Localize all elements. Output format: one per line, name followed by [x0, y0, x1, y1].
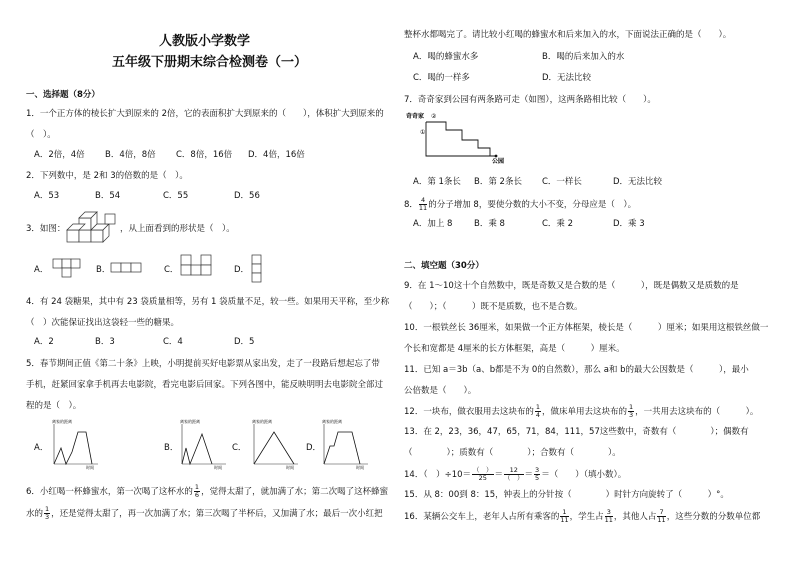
q5-option-c-graph: [248, 418, 302, 470]
q1-option-c: C．8倍，16倍: [176, 150, 233, 160]
q8-line1: 8． $\frac{4}{11}$ 的分子增加 8，要使分数的大小不变，分母应是（ ）。: [404, 196, 637, 212]
q9-line1: 9．在 1～10这十个自然数中，既是奇数又是合数的是（ ），既是偶数又是质数的是: [404, 281, 739, 291]
q3-cube-figure: [63, 210, 119, 244]
q16-fraction-a: $\frac{1}{11}$: [560, 508, 569, 524]
q3-line1-start: 3．如图：: [26, 224, 66, 234]
q10-line2: 个长和宽都是 4厘米的长方体框架，高是（ ）厘米。: [404, 344, 625, 354]
q3-option-d-shape: [251, 254, 263, 284]
q8-option-a: A．加上 8: [413, 219, 453, 229]
q11-line2: 公倍数是（ ）。: [404, 386, 477, 396]
page-title-line1: 人教版小学数学: [159, 34, 251, 49]
svg-text:时间: 时间: [86, 465, 94, 470]
q15-line1: 15．从 8：00到 8：15，钟表上的分针按（ ）时针方向旋转了（ ）°。: [404, 490, 729, 500]
q12-line1: 12．一块布，做衣服用去这块布的 $\frac{1}{4}$ ，做床单用去这块布的 $\frac{1}{3}$ ，一共用去这块布的（ ）。: [404, 403, 759, 419]
q6-fraction-one-sixth: $\frac{1}{6}$: [194, 483, 200, 499]
q8-option-d: D．乘 3: [613, 219, 645, 229]
q16-line1: 16．某辆公交车上，老年人占所有乘客的 $\frac{1}{11}$ ，学生占 $\frac{3}{11}$ ，其他人占 $\frac{7}{11}$ ，这些分数的分数单位都: [404, 508, 761, 524]
q4-option-b: B．3: [95, 337, 115, 347]
q11-line1: 11．已知 a＝3b（a、b都是不为 0的自然数），那么 a和 b的最大公因数是（ ），最小: [404, 365, 749, 375]
q4-option-c: C．4: [163, 337, 183, 347]
q3-line1-end: ，从上面看到的形状是（ ）。: [120, 224, 235, 234]
q7-route-diagram: [404, 110, 514, 168]
q7-option-c: C．一样长: [542, 177, 582, 187]
q9-line2: （ ）；（ ）既不是质数，也不是合数。: [404, 302, 583, 312]
q1-option-b: B．4倍，8倍: [105, 150, 156, 160]
q5-line3: 程的是（ ）。: [26, 401, 82, 411]
q2-option-a: A．53: [34, 191, 60, 201]
q1-option-a: A．2倍，4倍: [34, 150, 85, 160]
q6-line3: 整杯水都喝完了。请比较小红喝的蜂蜜水和后来加入的水，下面说法正确的是（ ）。: [404, 30, 732, 40]
q4-line1: 4．有 24 袋糖果，其中有 23 袋质量相等，另有 1 袋质量不足，较一些。如果用天平称，至少称: [26, 297, 390, 307]
q14-fraction-b: $\frac{12}{( )}$: [504, 466, 524, 482]
section-heading-fill: 二、填空题（30分）: [404, 261, 484, 271]
q1-option-d: D．4倍，16倍: [248, 150, 305, 160]
q16-fraction-b: $\frac{3}{11}$: [604, 508, 613, 524]
q16-fraction-c: $\frac{7}{11}$: [657, 508, 666, 524]
svg-text:离家的距离: 离家的距离: [52, 419, 72, 424]
q8-option-b: B．乘 8: [474, 219, 505, 229]
q7-line1: 7．奇奇家到公园有两条路可走（如图），这两条路相比较（ ）。: [404, 95, 656, 105]
svg-text:①: ①: [420, 129, 426, 136]
q3-option-a-shape: [52, 258, 84, 276]
svg-text:时间: 时间: [214, 465, 222, 470]
q5-option-a: A．: [34, 443, 49, 453]
q14-fraction-a: $\frac{( )}{25}$: [473, 466, 493, 482]
q6-option-b: B．喝的后来加入的水: [542, 52, 625, 62]
q2-option-b: B．54: [95, 191, 121, 201]
q5-option-d: D．: [306, 443, 322, 453]
q4-option-d: D．5: [234, 337, 255, 347]
q8-option-c: C．乘 2: [542, 219, 574, 229]
svg-text:离家的距离: 离家的距离: [252, 419, 272, 424]
q6-line1: 6．小红喝一杯蜂蜜水，第一次喝了这杯水的 $\frac{1}{6}$ ，觉得太甜了，就加满了水；第二次喝了这杯蜂蜜: [26, 483, 389, 499]
q5-option-b-graph: [176, 418, 230, 470]
q2-line1: 2．下列数中，是 2和 3的倍数的是（ ）。: [26, 171, 188, 181]
q3-option-b-shape: [110, 262, 144, 274]
q2-option-c: C．55: [163, 191, 189, 201]
q2-option-d: D．56: [234, 191, 260, 201]
svg-text:②: ②: [431, 113, 437, 120]
q8-fraction-four-elevenths: $\frac{4}{11}$: [418, 196, 428, 212]
q7-option-d: D．无法比较: [613, 177, 663, 187]
q1-line1: 1．一个正方体的棱长扩大到原来的 2倍，它的表面积扩大到原来的（ ），体积扩大到原来的: [26, 109, 384, 119]
q6-option-d: D．无法比较: [542, 73, 592, 83]
q14-line1: 14．（ ）÷10＝ $\frac{( )}{25}$ ＝ $\frac{12}{( )}$ ＝ $\frac{3}{5}$ ＝（ ）（填小数）。: [404, 466, 627, 482]
q1-line2: （ ）。: [26, 130, 56, 140]
q6-line2: 水的 $\frac{1}{3}$ ，还是觉得太甜了，再一次加满了水；第三次喝了半杯后，又加满了水；最后一次小红把: [26, 505, 383, 521]
q3-option-c: C．: [164, 265, 179, 275]
svg-text:离家的距离: 离家的距离: [322, 419, 342, 424]
q5-option-d-graph: [318, 418, 372, 470]
section-heading-choice: 一、选择题（8分）: [26, 90, 100, 100]
q5-option-b: B．: [164, 443, 179, 453]
q7-option-b: B．第 2条长: [474, 177, 522, 187]
q3-option-c-shape: [180, 254, 214, 278]
svg-text:公园: 公园: [492, 158, 505, 165]
q6-option-a: A．喝的蜂蜜水多: [413, 52, 479, 62]
svg-text:离家的距离: 离家的距离: [180, 419, 200, 424]
q5-line2: 手机，赶紧回家拿手机再去电影院，看完电影后回家。下列各图中，能反映明明去电影院全部过: [26, 380, 384, 390]
q13-line1: 13．在 2，23，36，47，65，71，84，111，57这些数中，奇数有（ ）；偶数有: [404, 427, 749, 437]
q13-line2: （ ）；质数有（ ）；合数有（ ）。: [404, 448, 621, 458]
q4-line2: （ ）次能保证找出这袋轻一些的糖果。: [26, 318, 180, 328]
svg-text:时间: 时间: [356, 465, 364, 470]
q3-option-d: D．: [234, 265, 250, 275]
page-title-line2: 五年级下册期末综合检测卷（一）: [112, 55, 308, 70]
q4-option-a: A．2: [34, 337, 54, 347]
q12-fraction-a: $\frac{1}{4}$: [535, 403, 540, 419]
q5-line1: 5．春节期间正值《第二十条》上映，小明提前买好电影票从家出发，走了一段路后想起忘了带: [26, 359, 380, 369]
q14-fraction-c: $\frac{3}{5}$: [535, 466, 540, 482]
q12-fraction-b: $\frac{1}{3}$: [628, 403, 634, 419]
svg-text:奇奇家: 奇奇家: [406, 113, 425, 120]
q5-option-c: C．: [232, 443, 247, 453]
svg-text:时间: 时间: [286, 465, 294, 470]
q7-option-a: A．第 1条长: [413, 177, 461, 187]
q6-fraction-one-third: $\frac{1}{3}$: [45, 505, 50, 521]
q10-line1: 10．一根铁丝长 36厘米，如果做一个正方体框架，棱长是（ ）厘米；如果用这根铁丝做一: [404, 323, 769, 333]
q3-option-a: A．: [34, 265, 49, 275]
q6-option-c: C．喝的一样多: [413, 73, 470, 83]
q3-option-b: B．: [96, 265, 111, 275]
q5-option-a-graph: [48, 418, 102, 470]
